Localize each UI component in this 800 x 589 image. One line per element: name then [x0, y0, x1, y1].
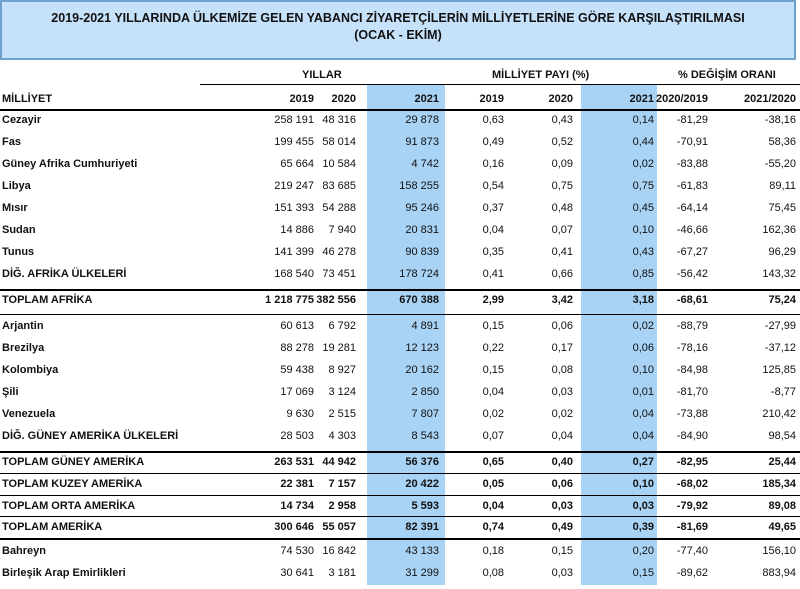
row-value: 0,08 [482, 567, 504, 579]
row-value: 7 157 [328, 478, 356, 490]
row-value: 12 123 [405, 342, 439, 354]
row-value: -79,92 [676, 500, 708, 512]
row-label: Güney Afrika Cumhuriyeti [2, 158, 138, 170]
row-value: 0,44 [632, 136, 654, 148]
row-value: 0,85 [632, 268, 654, 280]
table-row [0, 202, 800, 224]
header-share-2021: 2021 [629, 93, 654, 105]
row-value: -77,40 [676, 545, 708, 557]
row-value: 91 873 [405, 136, 439, 148]
table-row [0, 456, 800, 478]
row-value: 0,02 [632, 320, 654, 332]
table-row [0, 320, 800, 342]
header-change-2021-2020: 2021/2020 [744, 93, 796, 105]
row-value: 56 376 [405, 456, 439, 468]
row-label: Arjantin [2, 320, 44, 332]
row-value: 0,74 [482, 521, 504, 533]
row-value: 0,43 [632, 246, 654, 258]
row-label: Bahreyn [2, 545, 47, 557]
row-label: Fas [2, 136, 21, 148]
row-value: 5 593 [411, 500, 439, 512]
row-value: 28 503 [280, 430, 314, 442]
table-row [0, 364, 800, 386]
row-value: 0,02 [482, 408, 504, 420]
row-value: 58 014 [322, 136, 356, 148]
row-label: DİĞ. AFRİKA ÜLKELERİ [2, 268, 127, 280]
row-value: 0,16 [482, 158, 504, 170]
row-label: Libya [2, 180, 31, 192]
row-value: 0,03 [551, 567, 573, 579]
row-value: 20 422 [405, 478, 439, 490]
row-value: 49,65 [768, 521, 796, 533]
row-value: 0,15 [551, 545, 573, 557]
row-value: 0,22 [482, 342, 504, 354]
row-value: 0,35 [482, 246, 504, 258]
row-value: -84,98 [676, 364, 708, 376]
row-value: -27,99 [764, 320, 796, 332]
row-value: 14 734 [280, 500, 314, 512]
row-value: 25,44 [768, 456, 796, 468]
group-header-change: % DEĞİŞİM ORANI [678, 69, 776, 81]
table-row [0, 430, 800, 452]
row-value: 16 842 [322, 545, 356, 557]
row-value: 0,06 [551, 478, 573, 490]
row-value: -73,88 [676, 408, 708, 420]
row-value: 7 807 [411, 408, 439, 420]
row-value: -84,90 [676, 430, 708, 442]
row-value: 30 641 [280, 567, 314, 579]
row-value: 7 940 [328, 224, 356, 236]
row-label: DİĞ. GÜNEY AMERİKA ÜLKELERİ [2, 430, 179, 442]
table-row [0, 342, 800, 364]
row-value: 55 057 [322, 521, 356, 533]
row-value: 0,45 [632, 202, 654, 214]
row-value: 9 630 [286, 408, 314, 420]
row-value: 0,10 [632, 364, 654, 376]
table-row [0, 158, 800, 180]
row-value: 0,06 [632, 342, 654, 354]
row-value: 0,52 [551, 136, 573, 148]
row-label: Sudan [2, 224, 36, 236]
row-value: 44 942 [322, 456, 356, 468]
table-row [0, 408, 800, 430]
row-value: 141 399 [274, 246, 314, 258]
row-value: 20 831 [405, 224, 439, 236]
row-divider [0, 289, 800, 291]
row-value: -89,62 [676, 567, 708, 579]
row-value: 43 133 [405, 545, 439, 557]
row-value: 89,08 [768, 500, 796, 512]
table-row [0, 246, 800, 268]
header-2020: 2020 [331, 93, 356, 105]
row-value: 0,39 [632, 521, 654, 533]
row-value: 125,85 [762, 364, 796, 376]
row-value: 0,01 [632, 386, 654, 398]
row-value: 0,17 [551, 342, 573, 354]
row-label: Tunus [2, 246, 35, 258]
row-value: 0,40 [551, 456, 573, 468]
title-line-1: 2019-2021 YILLARINDA ÜLKEMİZE GELEN YABANCI ZİYARETÇİLERİN MİLLİYETLERİNE GÖRE KARŞILAŞTIRILMASI [51, 11, 745, 25]
table-row [0, 180, 800, 202]
row-value: 6 792 [328, 320, 356, 332]
row-value: 0,07 [551, 224, 573, 236]
row-value: 0,15 [482, 364, 504, 376]
row-value: 48 316 [322, 114, 356, 126]
row-value: 46 278 [322, 246, 356, 258]
row-value: 883,94 [762, 567, 796, 579]
row-value: 90 839 [405, 246, 439, 258]
row-value: 185,34 [762, 478, 796, 490]
row-value: 17 069 [280, 386, 314, 398]
row-value: 0,49 [551, 521, 573, 533]
row-label: TOPLAM ORTA AMERİKA [2, 500, 136, 512]
row-value: 0,04 [551, 430, 573, 442]
row-value: 670 388 [399, 294, 439, 306]
table-row [0, 268, 800, 290]
row-label: TOPLAM AMERİKA [2, 521, 103, 533]
row-value: 0,37 [482, 202, 504, 214]
row-value: -81,69 [676, 521, 708, 533]
table-row [0, 545, 800, 567]
group-header-years: YILLAR [302, 69, 342, 81]
table-row [0, 114, 800, 136]
row-value: 4 891 [411, 320, 439, 332]
header-2021: 2021 [414, 93, 439, 105]
row-value: 0,63 [482, 114, 504, 126]
row-value: 300 646 [274, 521, 314, 533]
row-label: Brezilya [2, 342, 45, 354]
header-nationality: MİLLİYET [2, 93, 53, 105]
row-value: -83,88 [676, 158, 708, 170]
row-value: 168 540 [274, 268, 314, 280]
row-value: 0,27 [632, 456, 654, 468]
row-value: 162,36 [762, 224, 796, 236]
row-value: 0,07 [482, 430, 504, 442]
row-value: 14 886 [280, 224, 314, 236]
row-value: 3,18 [632, 294, 654, 306]
row-value: 0,75 [551, 180, 573, 192]
row-value: 75,24 [768, 294, 796, 306]
row-value: 0,75 [632, 180, 654, 192]
row-value: -46,66 [676, 224, 708, 236]
row-value: 83 685 [322, 180, 356, 192]
row-value: 0,49 [482, 136, 504, 148]
row-value: 0,03 [632, 500, 654, 512]
row-value: 0,18 [482, 545, 504, 557]
row-value: -81,70 [676, 386, 708, 398]
row-value: 2 958 [328, 500, 356, 512]
row-divider [0, 473, 800, 474]
row-value: 143,32 [762, 268, 796, 280]
row-value: 0,04 [632, 408, 654, 420]
row-value: 219 247 [274, 180, 314, 192]
title-line-2: (OCAK - EKİM) [354, 28, 442, 42]
table-row [0, 386, 800, 408]
row-value: 20 162 [405, 364, 439, 376]
row-value: 0,65 [482, 456, 504, 468]
row-value: 0,10 [632, 478, 654, 490]
row-value: 0,05 [482, 478, 504, 490]
row-value: -81,29 [676, 114, 708, 126]
table-row [0, 136, 800, 158]
row-value: 10 584 [322, 158, 356, 170]
row-label: TOPLAM AFRİKA [2, 294, 93, 306]
row-value: 89,11 [769, 180, 796, 192]
header-change-2020-2019: 2020/2019 [656, 93, 708, 105]
row-value: 65 664 [280, 158, 314, 170]
table-row [0, 224, 800, 246]
row-value: 199 455 [274, 136, 314, 148]
row-divider [0, 314, 800, 315]
row-label: Mısır [2, 202, 28, 214]
row-value: 0,41 [551, 246, 573, 258]
row-value: -8,77 [770, 386, 796, 398]
row-label: TOPLAM GÜNEY AMERİKA [2, 456, 145, 468]
header-rule [0, 109, 800, 111]
row-label: Birleşik Arap Emirlikleri [2, 567, 126, 579]
row-value: 88 278 [280, 342, 314, 354]
row-value: 82 391 [405, 521, 439, 533]
row-value: 0,48 [551, 202, 573, 214]
table-title [0, 0, 796, 60]
row-value: 2 850 [411, 386, 439, 398]
row-value: 1 218 775 [265, 294, 314, 306]
row-value: 3 181 [328, 567, 356, 579]
row-value: 0,15 [632, 567, 654, 579]
row-value: 8 927 [328, 364, 356, 376]
row-value: 19 281 [322, 342, 356, 354]
row-value: 0,04 [482, 386, 504, 398]
group-header-share: MİLLİYET PAYI (%) [492, 69, 590, 81]
group-header-rule [200, 84, 800, 85]
row-value: 0,08 [551, 364, 573, 376]
table-row [0, 500, 800, 522]
row-value: 31 299 [405, 567, 439, 579]
table-row [0, 294, 800, 316]
row-value: 151 393 [274, 202, 314, 214]
row-value: 0,20 [632, 545, 654, 557]
row-value: 0,09 [551, 158, 573, 170]
row-value: 0,15 [482, 320, 504, 332]
row-value: 59 438 [280, 364, 314, 376]
row-value: 22 381 [280, 478, 314, 490]
row-value: 263 531 [274, 456, 314, 468]
row-value: 3,42 [551, 294, 573, 306]
row-value: 2 515 [328, 408, 356, 420]
table-row [0, 567, 800, 589]
header-2019: 2019 [289, 93, 314, 105]
row-value: 0,06 [551, 320, 573, 332]
header-share-2019: 2019 [479, 93, 504, 105]
row-value: 382 556 [316, 294, 356, 306]
row-label: Cezayir [2, 114, 42, 126]
row-value: 0,10 [632, 224, 654, 236]
row-value: 96,29 [768, 246, 796, 258]
row-value: -37,12 [764, 342, 796, 354]
row-value: 58,36 [768, 136, 796, 148]
row-value: 178 724 [399, 268, 439, 280]
row-value: -64,14 [676, 202, 708, 214]
row-value: 0,03 [551, 386, 573, 398]
row-value: 98,54 [768, 430, 796, 442]
row-value: -88,79 [676, 320, 708, 332]
row-divider [0, 451, 800, 453]
row-value: 0,14 [632, 114, 654, 126]
table-row [0, 478, 800, 500]
row-divider [0, 495, 800, 496]
row-value: -61,83 [676, 180, 708, 192]
row-value: 0,43 [551, 114, 573, 126]
header-share-2020: 2020 [548, 93, 573, 105]
row-value: -68,61 [676, 294, 708, 306]
row-value: -56,42 [676, 268, 708, 280]
row-value: -70,91 [676, 136, 708, 148]
row-value: 4 303 [328, 430, 356, 442]
row-divider [0, 538, 800, 540]
row-value: 29 878 [405, 114, 439, 126]
row-value: 0,04 [632, 430, 654, 442]
row-value: -38,16 [764, 114, 796, 126]
row-value: 258 191 [274, 114, 314, 126]
row-value: -67,27 [676, 246, 708, 258]
row-value: 75,45 [768, 202, 796, 214]
row-value: 0,04 [482, 224, 504, 236]
row-value: 158 255 [399, 180, 439, 192]
row-value: 3 124 [328, 386, 356, 398]
row-value: 0,02 [551, 408, 573, 420]
row-value: 0,66 [551, 268, 573, 280]
row-value: 2,99 [482, 294, 504, 306]
row-value: 0,54 [482, 180, 504, 192]
row-value: 0,02 [632, 158, 654, 170]
row-value: 0,41 [482, 268, 504, 280]
row-value: 74 530 [280, 545, 314, 557]
row-value: -82,95 [676, 456, 708, 468]
row-value: -78,16 [676, 342, 708, 354]
row-value: 156,10 [762, 545, 796, 557]
row-value: -55,20 [764, 158, 796, 170]
row-divider [0, 516, 800, 517]
row-value: 0,04 [482, 500, 504, 512]
row-value: 54 288 [322, 202, 356, 214]
row-label: Şili [2, 386, 19, 398]
row-value: 4 742 [411, 158, 439, 170]
row-value: 0,03 [551, 500, 573, 512]
row-value: 95 246 [405, 202, 439, 214]
row-label: TOPLAM KUZEY AMERİKA [2, 478, 143, 490]
row-value: 73 451 [322, 268, 356, 280]
row-value: -68,02 [676, 478, 708, 490]
row-label: Venezuela [2, 408, 56, 420]
row-value: 60 613 [280, 320, 314, 332]
row-value: 210,42 [762, 408, 796, 420]
row-label: Kolombiya [2, 364, 59, 376]
row-value: 8 543 [411, 430, 439, 442]
